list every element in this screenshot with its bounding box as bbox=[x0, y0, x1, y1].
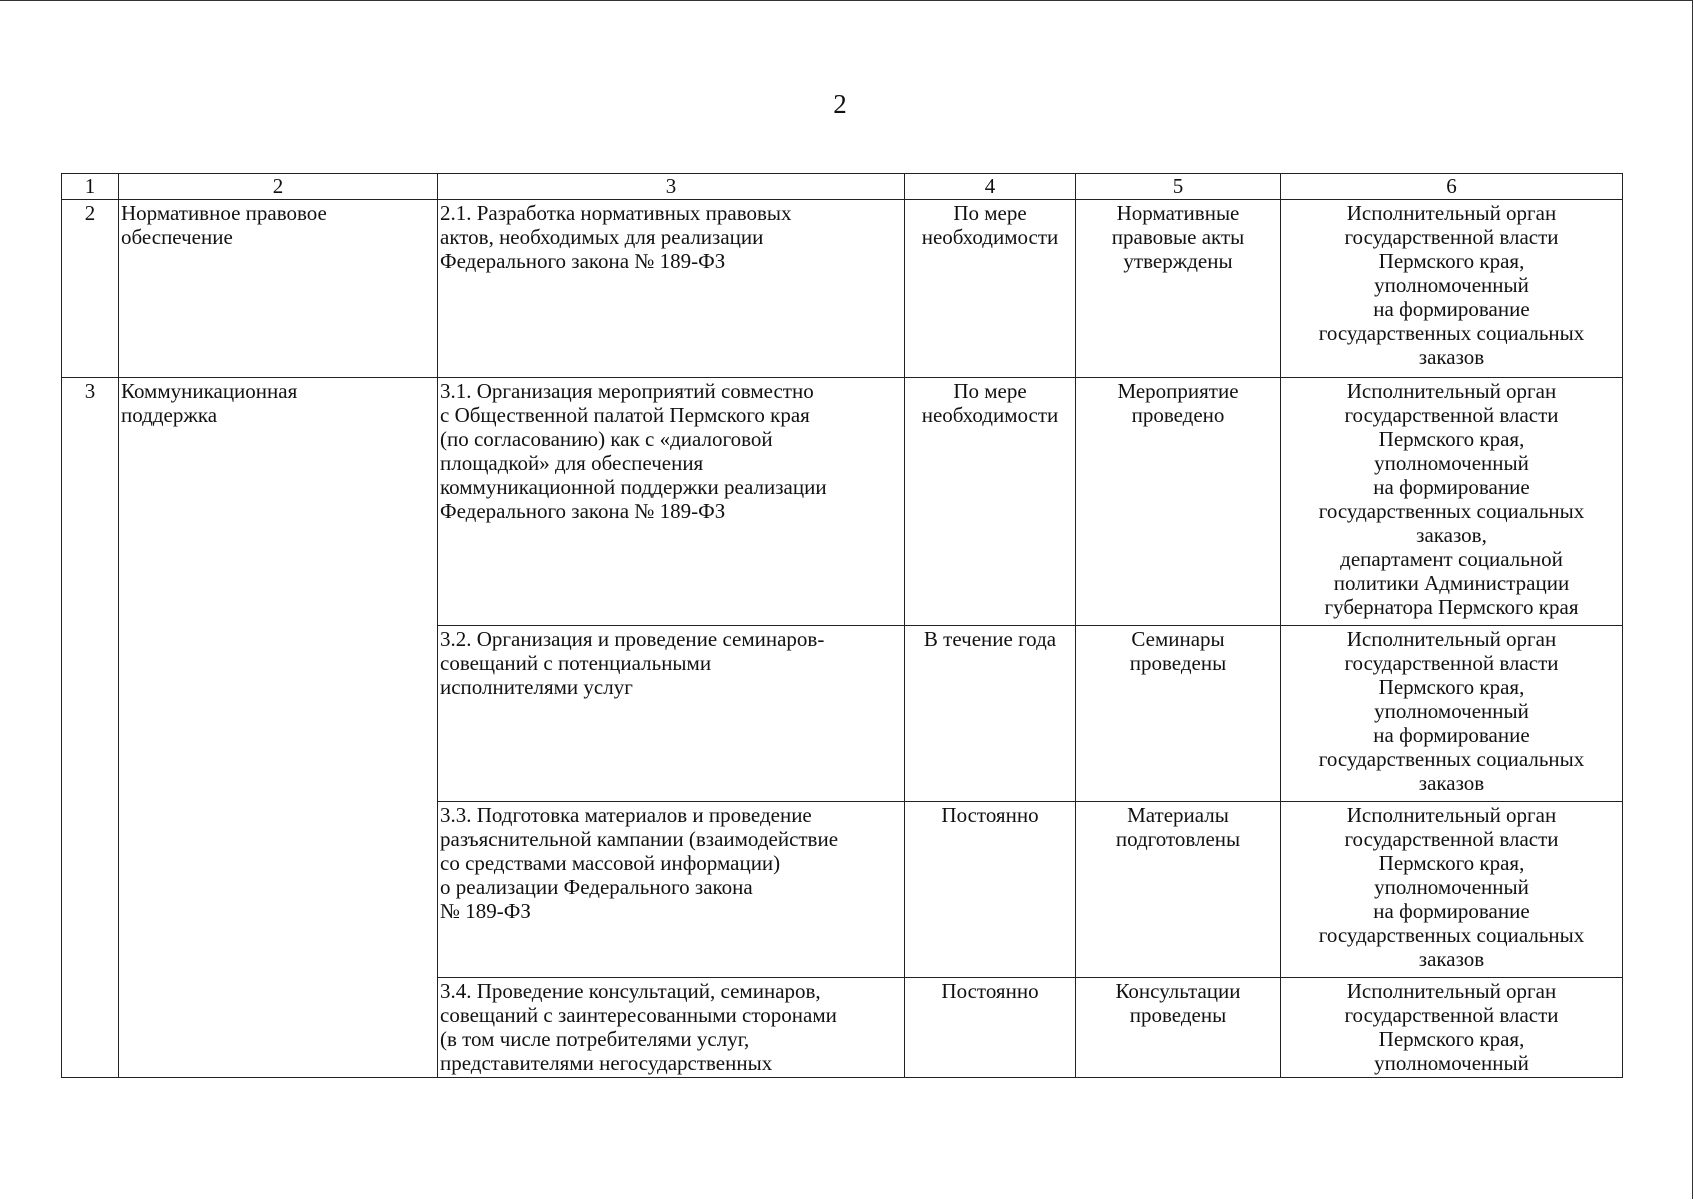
action-text: 3.1. Организация мероприятий совместно с Общественной палатой Пермского края (по согласованию) как с «диалоговой площадкой» для обеспечения коммуникационной поддержки реализации Федерального закона № 189-ФЗ bbox=[438, 378, 905, 626]
row-number: 2 bbox=[62, 200, 119, 378]
column-header: 6 bbox=[1281, 174, 1623, 200]
result-text: Мероприятие проведено bbox=[1076, 378, 1281, 626]
action-text: 2.1. Разработка нормативных правовых актов, необходимых для реализации Федерального закона № 189-ФЗ bbox=[438, 200, 905, 378]
column-header: 1 bbox=[62, 174, 119, 200]
plan-table bbox=[61, 173, 1623, 1078]
column-header: 3 bbox=[438, 174, 905, 200]
table-row bbox=[62, 200, 1623, 378]
table-header-row bbox=[62, 174, 1623, 200]
result-text: Материалы подготовлены bbox=[1076, 802, 1281, 978]
table-row bbox=[62, 378, 1623, 626]
column-header: 2 bbox=[119, 174, 438, 200]
result-text: Консультации проведены bbox=[1076, 978, 1281, 1078]
term-text: По мере необходимости bbox=[905, 200, 1076, 378]
action-text: 3.4. Проведение консультаций, семинаров, совещаний с заинтересованными сторонами (в том числе потребителями услуг, представителями негосударственных bbox=[438, 978, 905, 1078]
term-text: В течение года bbox=[905, 626, 1076, 802]
term-text: Постоянно bbox=[905, 802, 1076, 978]
column-header: 4 bbox=[905, 174, 1076, 200]
action-text: 3.2. Организация и проведение семинаров- совещаний с потенциальными исполнителями услуг bbox=[438, 626, 905, 802]
section-name: Коммуникационная поддержка bbox=[119, 378, 438, 1078]
page-number: 2 bbox=[833, 89, 847, 119]
responsible-text: Исполнительный орган государственной власти Пермского края, уполномоченный bbox=[1281, 978, 1623, 1078]
action-text: 3.3. Подготовка материалов и проведение разъяснительной кампании (взаимодействие со средствами массовой информации) о реализации Федерального закона № 189-ФЗ bbox=[438, 802, 905, 978]
row-number: 3 bbox=[62, 378, 119, 1078]
result-text: Нормативные правовые акты утверждены bbox=[1076, 200, 1281, 378]
section-name: Нормативное правовое обеспечение bbox=[119, 200, 438, 378]
responsible-text: Исполнительный орган государственной власти Пермского края, уполномоченный на формирование государственных социальных заказов bbox=[1281, 802, 1623, 978]
column-header: 5 bbox=[1076, 174, 1281, 200]
responsible-text: Исполнительный орган государственной власти Пермского края, уполномоченный на формирование государственных социальных заказов bbox=[1281, 200, 1623, 378]
result-text: Семинары проведены bbox=[1076, 626, 1281, 802]
term-text: Постоянно bbox=[905, 978, 1076, 1078]
responsible-text: Исполнительный орган государственной власти Пермского края, уполномоченный на формирование государственных социальных заказов, департамент социальной политики Администрации губернатора Пермского края bbox=[1281, 378, 1623, 626]
responsible-text: Исполнительный орган государственной власти Пермского края, уполномоченный на формирование государственных социальных заказов bbox=[1281, 626, 1623, 802]
term-text: По мере необходимости bbox=[905, 378, 1076, 626]
